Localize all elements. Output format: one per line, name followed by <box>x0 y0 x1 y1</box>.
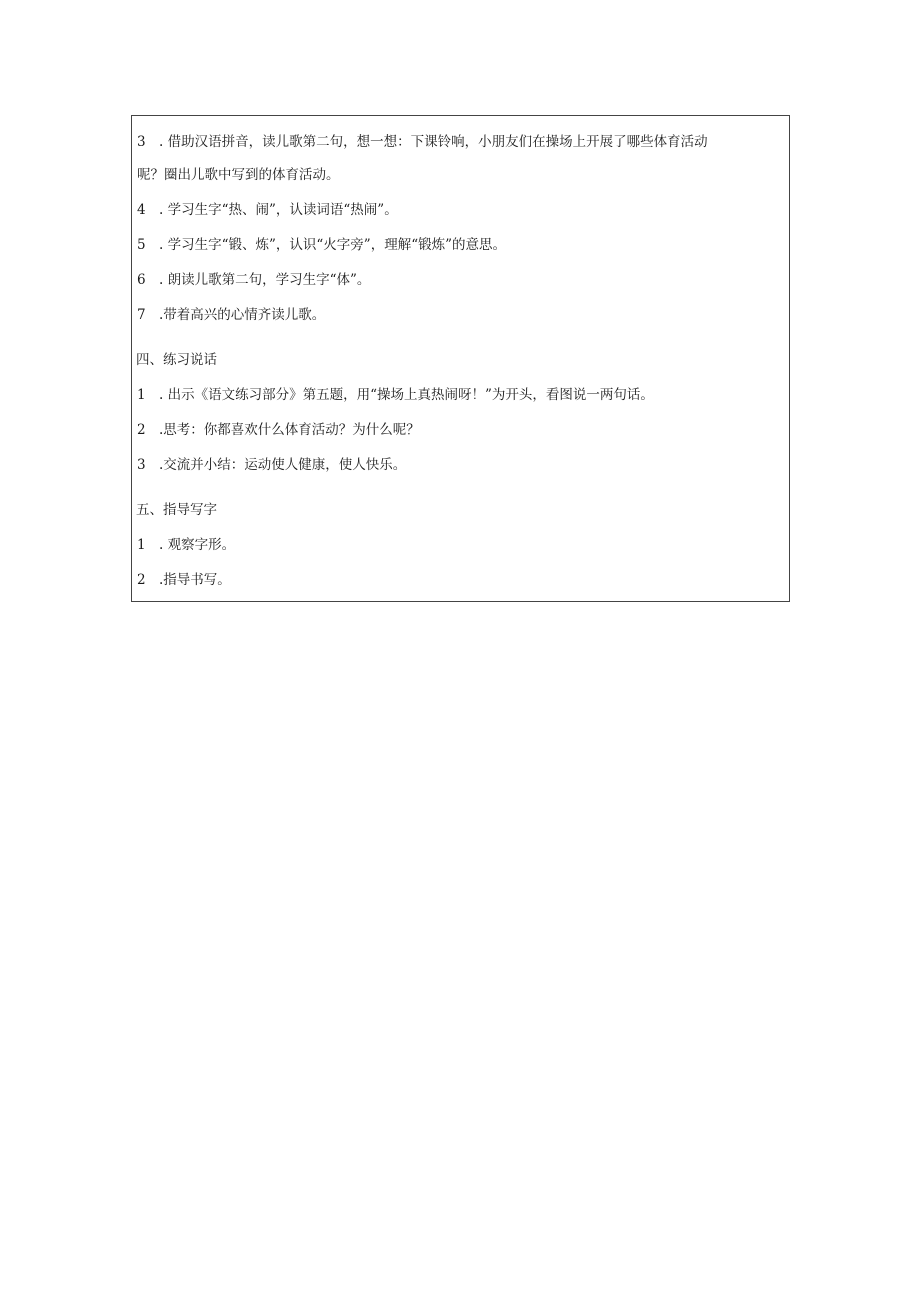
list-item-continuation <box>137 166 340 184</box>
item-text: . 借助汉语拼音，读儿歌第二句，想一想：下课铃响，小朋友们在操场上开展了哪些体育活动 <box>159 134 708 150</box>
item-number: 6 <box>137 272 146 288</box>
item-text: 呢？圈出儿歌中写到的体育活动。 <box>137 167 340 183</box>
section-heading-writing-guidance: 五、指导写字 <box>136 502 217 518</box>
list-item <box>137 571 231 589</box>
item-text: .交流并小结：运动使人健康，使人快乐。 <box>159 457 407 473</box>
item-text: .指导书写。 <box>159 572 231 588</box>
item-number: 3 <box>137 457 146 473</box>
item-number: 3 <box>137 134 146 150</box>
item-number: 4 <box>137 202 146 218</box>
list-item <box>137 456 406 474</box>
list-item <box>137 306 325 324</box>
item-number: 5 <box>137 237 146 253</box>
item-text: . 出示《语文练习部分》第五题，用“操场上真热闹呀！”为开头，看图说一两句话。 <box>159 387 654 403</box>
item-number: 1 <box>137 537 146 553</box>
list-item <box>137 536 235 554</box>
item-text: . 朗读儿歌第二句，学习生字“体”。 <box>159 272 371 288</box>
item-text: .带着高兴的心情齐读儿歌。 <box>159 307 326 323</box>
list-item <box>137 201 398 219</box>
item-number: 7 <box>137 307 146 323</box>
list-item <box>137 421 420 439</box>
item-number: 2 <box>137 572 146 588</box>
item-number: 1 <box>137 387 146 403</box>
item-text: .思考：你都喜欢什么体育活动？为什么呢？ <box>159 422 420 438</box>
item-number: 2 <box>137 422 146 438</box>
item-text: . 观察字形。 <box>159 537 236 553</box>
item-text: . 学习生字“锻、炼”，认识“火字旁”，理解“锻炼”的意思。 <box>159 237 506 253</box>
item-text: . 学习生字“热、闹”，认读词语“热闹”。 <box>159 202 398 218</box>
list-item <box>137 271 370 289</box>
lesson-plan-box <box>131 115 790 602</box>
list-item <box>137 133 708 151</box>
list-item <box>137 386 654 404</box>
section-heading-practice-speaking: 四、练习说话 <box>136 352 217 368</box>
list-item <box>137 236 506 254</box>
